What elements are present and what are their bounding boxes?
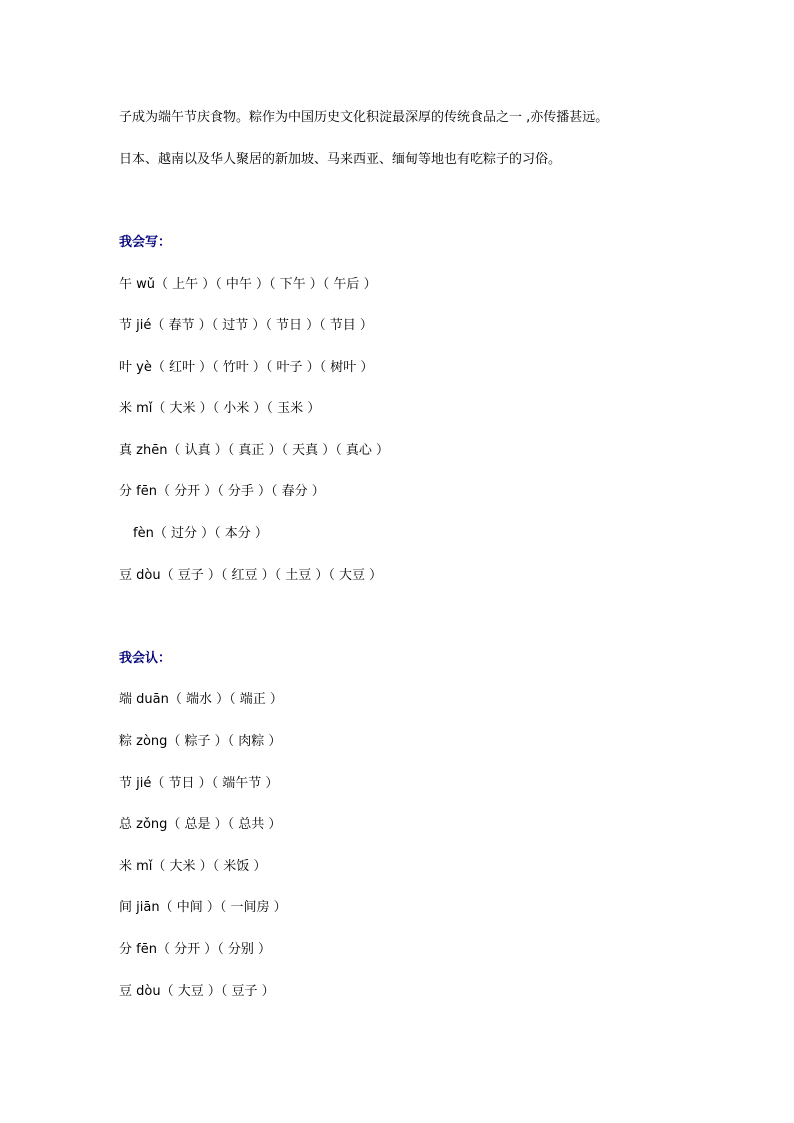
- write-item-mi: 米 mǐ（ 大米 ）（ 小米 ）（ 玉米 ）: [119, 401, 321, 416]
- read-section-heading: 我会认：: [119, 651, 172, 666]
- read-item-duan: 端 duān（ 端水 ）（ 端正 ）: [119, 692, 283, 707]
- write-section-heading: 我会写：: [119, 235, 172, 250]
- write-item-fen-alt: fèn（ 过分 ）（ 本分 ）: [133, 526, 268, 541]
- intro-line-1: 子成为端午节庆食物。粽作为中国历史文化积淀最深厚的传统食品之一 ,亦传播甚远。: [119, 110, 609, 125]
- write-item-dou: 豆 dòu（ 豆子 ）（ 红豆 ）（ 土豆 ）（ 大豆 ）: [119, 568, 383, 583]
- write-item-jie: 节 jié（ 春节 ）（ 过节 ）（ 节日 ）（ 节目 ）: [119, 318, 373, 333]
- read-item-dou: 豆 dòu（ 大豆 ）（ 豆子 ）: [119, 984, 275, 999]
- write-item-ye: 叶 yè（ 红叶 ）（ 竹叶 ）（ 叶子 ）（ 树叶 ）: [119, 360, 374, 375]
- write-item-wu: 午 wǔ（ 上午 ）（ 中午 ）（ 下午 ）（ 午后 ）: [119, 277, 377, 292]
- write-item-zhen: 真 zhēn（ 认真 ）（ 真正 ）（ 天真 ）（ 真心 ）: [119, 443, 389, 458]
- read-item-mi: 米 mǐ（ 大米 ）（ 米饭 ）: [119, 859, 267, 874]
- read-item-fen: 分 fēn（ 分开 ）（ 分别 ）: [119, 942, 271, 957]
- intro-line-2: 日本、越南以及华人聚居的新加坡、马来西亚、缅甸等地也有吃粽子的习俗。: [119, 152, 562, 167]
- read-item-zong: 粽 zòng（ 粽子 ）（ 肉粽 ）: [119, 734, 282, 749]
- read-item-jian: 间 jiān（ 中间 ）（ 一间房 ）: [119, 900, 287, 915]
- write-item-fen: 分 fēn（ 分开 ）（ 分手 ）（ 春分 ）: [119, 484, 325, 499]
- read-item-zong-total: 总 zǒng（ 总是 ）（ 总共 ）: [119, 817, 282, 832]
- read-item-jie: 节 jié（ 节日 ）（ 端午节 ）: [119, 776, 279, 791]
